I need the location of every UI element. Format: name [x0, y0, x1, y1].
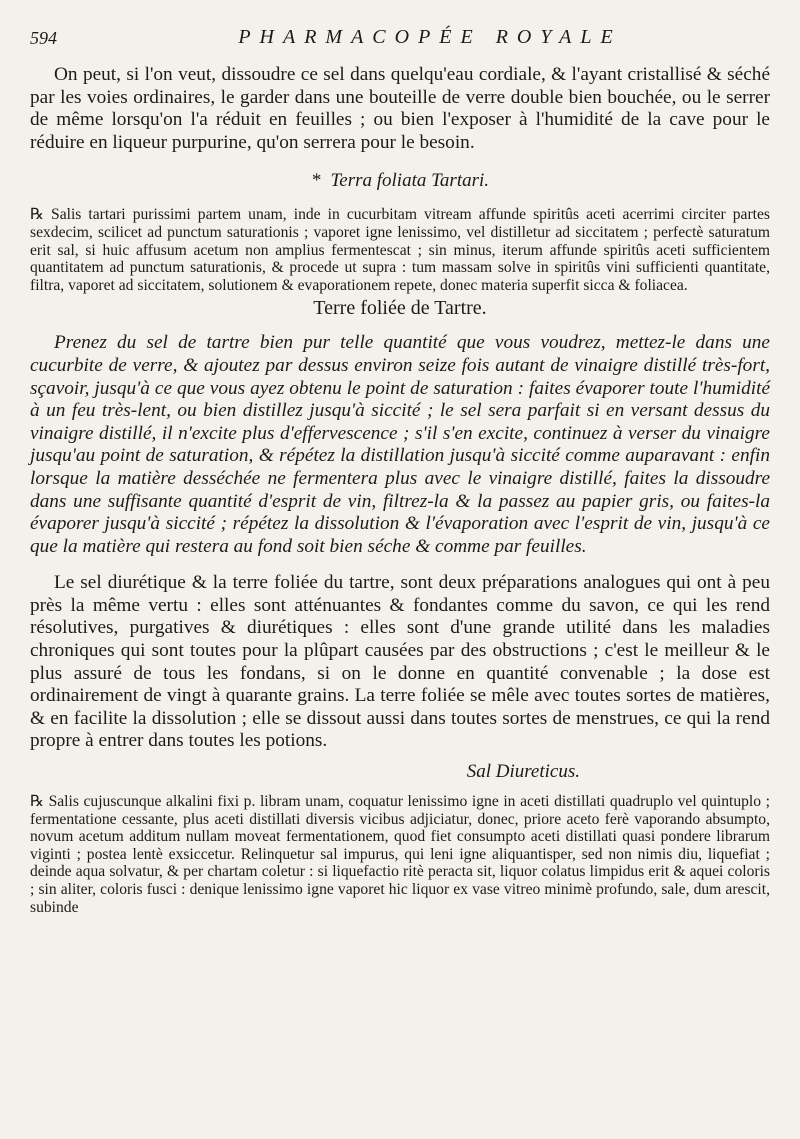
french-recipe-1: Prenez du sel de tartre bien pur telle quantité que vous voudrez, mettez-le dans une cucurbite de verre, & ajoutez par dessus environ seize fois autant de vinaigre distillé très-fort, sçavoir, jusqu'à ce que vous ayez obtenu le point de saturation : faites évaporer toute l'humidité à un feu très-lent, ou bien distillez jusqu'à siccité ; le sel sera parfait si en versant dessus du vinaigre distillé, il n'excite plus d'effervescence ; s'il s'en excite, continuez à verser du vinaigre jusqu'au point de saturation, & répétez la distillation jusqu'à siccité comme auparavant : enfin lorsque la matière desséchée ne fermentera plus avec le vinaigre distillé, faites la dissoudre dans une suffisante quantité d'esprit de vin, filtrez-la & la passez au papier gris, ou faites-la évaporer jusqu'à siccité ; répétez la dissolution & l'évaporation avec l'esprit de vin, jusqu'à ce que la matière qui restera au fond soit bien séche & comme par feuilles. — [30, 332, 770, 557]
recipe-heading-latin-2: Sal Diureticus. — [466, 761, 580, 783]
page-header — [30, 22, 770, 56]
recipe-title-latin-1: Terra foliata Tartari. — [330, 170, 490, 192]
latin-recipe-2: ℞ Salis cujuscunque alkalini fixi p. libram unam, coquatur lenissimo igne in aceti distillati quadruplo vel quintuplo ; fermentatione cessante, plus aceti distillati diversis vicibus adjiciatur, donec, priore aceto ferè vaporando absumpto, novum acetum additum nullam moveat fermentationem, quod fiet consumpto aceti distillati quasi pondere librarum viginti ; postea lentè exsiccetur. Relinquetur sal impurus, qui leni igne aliquantisper, sed non nimis diu, liquefiat ; deinde aqua solvatur, & per chartam coletur : si liquefactio ritè peracta sit, liquor colatus limpidus erit & aquei coloris ; sin aliter, coloris fusci : denique lenissimo igne vaporet hic liquor ex vase vitreo minimè profundo, sale, dum arescit, subinde — [30, 793, 770, 916]
latin-recipe-1: ℞ Salis tartari purissimi partem unam, inde in cucurbitam vitream affunde spiritûs aceti acerrimi circiter partes sexdecim, scilicet ad punctum saturationis ; vaporet igne lenissimo, vel distilletur ad siccitatem ; perfectè saturatum erit sal, si huic affusum acetum non amplius fermentescat ; sin minus, iterum affunde spiritûs aceti sufficientem quantitatem ad punctum saturationis, & procede ut supra : tum massam solve in spiritûs vini sufficienti quantitate, filtra, vaporet ad siccitatem, solutionem & evaporationem repete, donec materia superfit sicca & foliacea. — [30, 206, 770, 294]
paragraph-1: On peut, si l'on veut, dissoudre ce sel dans quelqu'eau cordiale, & l'ayant cristallisé & séché par les voies ordinaires, le garder dans une bouteille de verre double bien bouchée, ou le serrer de même lorsqu'on l'a réduit en feuilles ; ou bien l'exposer à l'humidité de la cave pour le réduire en liqueur purpurine, qu'on serrera pour le besoin. — [30, 64, 770, 153]
recipe-heading-latin-1 — [30, 170, 770, 192]
recipe-heading-french-1: Terre foliée de Tartre. — [313, 297, 487, 320]
paragraph-2: Le sel diurétique & la terre foliée du tartre, sont deux préparations analogues qui ont à peu près la même vertu : elles sont atténuantes & fondantes comme du savon, ce qui les rend résolutives, purgatives & diurétiques : elles sont d'une grande utilité dans les maladies chroniques qui sont toutes pour la plûpart causées par des obstructions ; c'est le meilleur & le plus assuré de tous les fondans, si on le donne en quantité convenable ; la dose est ordinairement de vingt à quarante grains. La terre foliée se mêle avec toutes sortes de matières, & en facilite la dissolution ; elle se dissout aussi dans toutes sortes de menstrues, ce qui la rend propre à entrer dans toutes les potions. — [30, 572, 770, 752]
running-head: PHARMACOPÉE ROYALE — [238, 26, 622, 48]
page-number: 594 — [30, 28, 57, 48]
asterisk-mark: * — [310, 170, 321, 192]
